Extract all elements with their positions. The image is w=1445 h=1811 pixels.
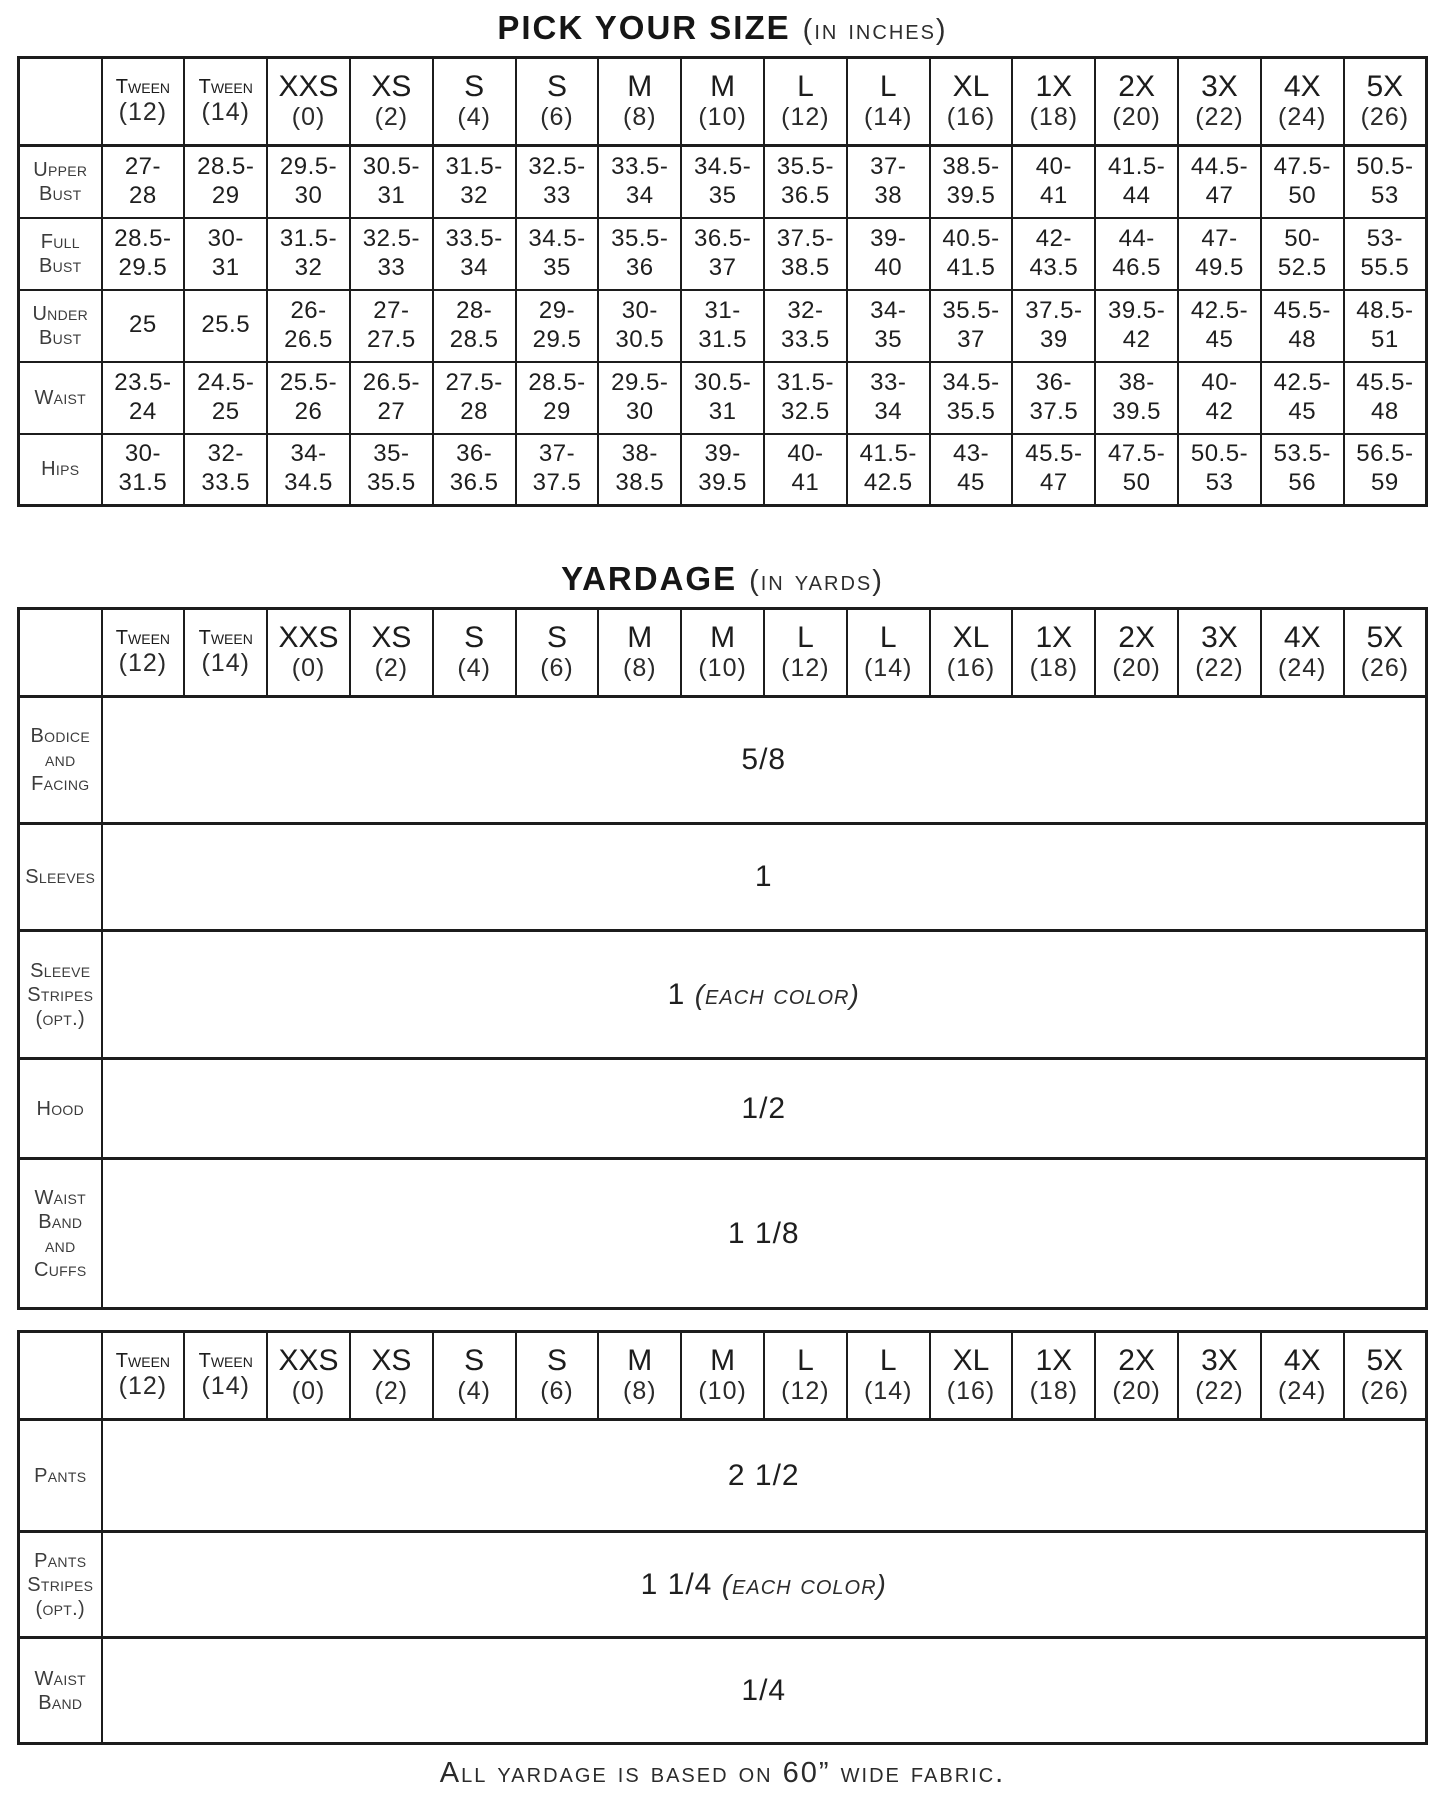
size-column-label: 5X — [1366, 70, 1404, 104]
yardage-row — [19, 1638, 1427, 1744]
size-column-number: (14) — [863, 102, 913, 131]
size-column-header — [1012, 58, 1095, 146]
measurement-cell: 28.5- 29 — [184, 146, 267, 218]
size-column-number: (20) — [1112, 1376, 1161, 1405]
size-column-header — [350, 58, 433, 146]
measurement-cell: 32.5- 33 — [350, 218, 433, 290]
measurement-cell: 47- 49.5 — [1178, 218, 1261, 290]
size-column-label: M — [710, 1344, 736, 1378]
size-chart-title-unit: (in inches) — [802, 14, 948, 46]
measurement-cell: 35- 35.5 — [350, 434, 433, 506]
measurement-cell: 33.5- 34 — [433, 218, 516, 290]
size-column-header — [847, 1332, 930, 1420]
size-column-label: 1X — [1035, 70, 1073, 104]
size-column-label: M — [627, 1344, 653, 1378]
size-column-header — [1178, 1332, 1261, 1420]
size-column-header — [184, 1332, 267, 1420]
measurement-cell: 33- 34 — [847, 362, 930, 434]
size-column-label: 3X — [1201, 621, 1238, 655]
size-column-number: (24) — [1278, 1376, 1327, 1405]
size-column-label: Tween — [198, 1349, 253, 1372]
measurement-cell: 40- 41 — [1012, 146, 1095, 218]
yardage-row — [19, 824, 1427, 931]
measurement-cell: 30.5- 31 — [350, 146, 433, 218]
measurement-cell: 44.5- 47 — [1178, 146, 1261, 218]
size-column-number: (16) — [946, 102, 996, 131]
size-column-number: (4) — [457, 102, 491, 131]
yardage-value: 5/8 — [741, 743, 787, 776]
size-column-label: L — [797, 1344, 814, 1378]
measurement-cell: 56.5- 59 — [1344, 434, 1427, 506]
measurement-cell: 41.5- 44 — [1095, 146, 1178, 218]
row-label: Waist Band — [19, 1638, 102, 1744]
measurement-cell: 37- 38 — [847, 146, 930, 218]
size-column-number: (8) — [623, 102, 657, 131]
size-column-header — [1012, 609, 1095, 697]
size-column-label: 2X — [1118, 70, 1155, 104]
measurement-cell: 41.5- 42.5 — [847, 434, 930, 506]
size-chart-table-body — [19, 58, 1427, 506]
measurement-cell: 30- 31.5 — [102, 434, 185, 506]
measurement-cell: 32.5- 33 — [516, 146, 599, 218]
size-column-number: (12) — [781, 1376, 830, 1405]
size-column-label: Tween — [115, 75, 171, 98]
yardage-value: 1 1/8 — [727, 1216, 800, 1250]
size-column-header — [516, 609, 599, 697]
size-column-label: XS — [371, 621, 412, 655]
size-column-number: (26) — [1360, 1376, 1410, 1405]
size-column-header — [598, 609, 681, 697]
size-column-number: (12) — [118, 648, 168, 677]
size-column-label: XXS — [278, 621, 339, 655]
measurement-cell: 45.5- 48 — [1344, 362, 1427, 434]
size-column-number: (4) — [457, 1376, 491, 1405]
size-column-label: 3X — [1201, 1344, 1238, 1378]
measurement-cell: 34- 35 — [847, 290, 930, 362]
size-column-label: S — [546, 1344, 567, 1378]
measurement-cell: 39- 40 — [847, 218, 930, 290]
size-column-header — [764, 609, 847, 697]
row-label: Hips — [19, 434, 102, 506]
size-column-header — [764, 1332, 847, 1420]
measurement-cell: 31.5- 32.5 — [764, 362, 847, 434]
size-column-number: (24) — [1278, 653, 1327, 682]
size-column-label: 1X — [1035, 1344, 1073, 1378]
yardage-value: 1 1/4 — [640, 1567, 713, 1601]
size-column-label: S — [464, 70, 485, 104]
size-column-header — [516, 1332, 599, 1420]
size-column-number: (26) — [1360, 653, 1410, 682]
size-column-number: (22) — [1195, 102, 1244, 131]
size-column-number: (8) — [623, 1376, 657, 1405]
size-column-header — [1261, 58, 1344, 146]
size-column-number: (18) — [1029, 102, 1079, 131]
measurement-cell: 48.5- 51 — [1344, 290, 1427, 362]
measurement-cell: 28- 28.5 — [433, 290, 516, 362]
size-column-label: 4X — [1283, 621, 1321, 655]
measurement-cell: 36.5- 37 — [681, 218, 764, 290]
size-column-number: (0) — [291, 653, 326, 682]
row-label: Hood — [19, 1059, 102, 1159]
size-column-header — [1178, 609, 1261, 697]
size-column-label: XXS — [278, 70, 339, 104]
measurement-cell: 30- 31 — [184, 218, 267, 290]
size-column-label: 2X — [1118, 621, 1155, 655]
measurement-cell: 37.5- 38.5 — [764, 218, 847, 290]
row-label: Waist — [19, 362, 102, 434]
size-column-number: (18) — [1029, 653, 1079, 682]
size-column-header — [1012, 1332, 1095, 1420]
yardage-note: (each color) — [694, 978, 860, 1010]
yardage-value: 1/2 — [741, 1091, 787, 1125]
size-column-label: XS — [371, 70, 412, 104]
measurement-cell: 25.5- 26 — [267, 362, 350, 434]
measurement-cell: 53.5- 56 — [1261, 434, 1344, 506]
row-label: Full Bust — [19, 218, 102, 290]
size-column-header — [1344, 58, 1427, 146]
size-column-label: M — [627, 621, 653, 655]
measurement-cell: 37.5- 39 — [1012, 290, 1095, 362]
size-column-header — [1344, 609, 1427, 697]
measurement-cell: 42.5- 45 — [1261, 362, 1344, 434]
size-column-header — [433, 58, 516, 146]
size-column-header — [681, 609, 764, 697]
yardage-value-cell — [102, 931, 1427, 1059]
size-column-label: L — [879, 70, 897, 104]
yardage-value-cell — [102, 1059, 1427, 1159]
size-column-label: Tween — [115, 626, 171, 649]
size-column-label: M — [710, 70, 736, 104]
yardage-table-body — [19, 609, 1427, 1309]
measurement-cell: 38- 38.5 — [598, 434, 681, 506]
size-column-label: L — [797, 621, 814, 655]
size-column-header — [1261, 1332, 1344, 1420]
measurement-cell: 28.5- 29 — [516, 362, 599, 434]
section-gap — [17, 1310, 1428, 1330]
size-column-label: 4X — [1283, 1344, 1321, 1378]
corner-cell — [19, 58, 102, 146]
size-column-number: (14) — [201, 1371, 250, 1400]
measurement-row — [19, 146, 1427, 218]
size-column-label: S — [546, 621, 567, 655]
size-column-label: 4X — [1283, 70, 1321, 104]
size-column-header — [102, 1332, 185, 1420]
measurement-cell: 27- 28 — [102, 146, 185, 218]
measurement-cell: 50.5- 53 — [1178, 434, 1261, 506]
size-column-label: XL — [952, 621, 990, 655]
section-gap — [17, 507, 1428, 559]
corner-cell — [19, 1332, 102, 1420]
size-column-label: L — [879, 1344, 897, 1378]
measurement-cell: 38.5- 39.5 — [930, 146, 1013, 218]
size-column-header — [1178, 58, 1261, 146]
measurement-cell: 24.5- 25 — [184, 362, 267, 434]
size-column-header — [930, 1332, 1013, 1420]
size-column-header — [1095, 609, 1178, 697]
size-column-label: XS — [371, 1344, 412, 1378]
size-column-number: (22) — [1195, 653, 1244, 682]
measurement-cell: 47.5- 50 — [1261, 146, 1344, 218]
size-column-header — [1095, 1332, 1178, 1420]
size-header-row — [19, 609, 1427, 697]
measurement-cell: 35.5- 37 — [930, 290, 1013, 362]
size-column-number: (0) — [291, 102, 326, 131]
size-column-number: (26) — [1360, 102, 1410, 131]
size-column-number: (12) — [118, 97, 168, 126]
measurement-cell: 29.5- 30 — [267, 146, 350, 218]
size-column-number: (14) — [201, 648, 250, 677]
measurement-row — [19, 362, 1427, 434]
yardage-note: (each color) — [721, 1568, 887, 1600]
size-column-number: (16) — [946, 1376, 996, 1405]
measurement-cell: 37- 37.5 — [516, 434, 599, 506]
size-column-header — [184, 58, 267, 146]
yardage-value-cell — [102, 1532, 1427, 1638]
size-chart-title-text: PICK YOUR SIZE — [497, 9, 791, 46]
size-header-row — [19, 58, 1427, 146]
measurement-cell: 45.5- 47 — [1012, 434, 1095, 506]
size-column-label: Tween — [198, 626, 253, 649]
pants-yardage-table-body — [19, 1332, 1427, 1744]
yardage-value-cell — [102, 1159, 1427, 1309]
measurement-cell: 40.5- 41.5 — [930, 218, 1013, 290]
measurement-cell: 36- 36.5 — [433, 434, 516, 506]
row-label: Waist Band and Cuffs — [19, 1159, 102, 1309]
size-column-number: (6) — [540, 102, 574, 131]
measurement-cell: 26- 26.5 — [267, 290, 350, 362]
measurement-cell: 47.5- 50 — [1095, 434, 1178, 506]
measurement-cell: 39.5- 42 — [1095, 290, 1178, 362]
size-column-header — [764, 58, 847, 146]
size-column-number: (12) — [781, 653, 830, 682]
yardage-row — [19, 1159, 1427, 1309]
size-column-number: (6) — [540, 1376, 574, 1405]
size-column-header — [102, 609, 185, 697]
size-column-number: (10) — [698, 102, 747, 131]
size-column-header — [681, 1332, 764, 1420]
measurement-cell: 34.5- 35 — [681, 146, 764, 218]
corner-cell — [19, 609, 102, 697]
size-column-header — [598, 1332, 681, 1420]
measurement-cell: 26.5- 27 — [350, 362, 433, 434]
size-column-number: (2) — [374, 1376, 409, 1405]
measurement-cell: 43- 45 — [930, 434, 1013, 506]
size-column-number: (20) — [1112, 102, 1161, 131]
yardage-row — [19, 1059, 1427, 1159]
yardage-row — [19, 697, 1427, 824]
size-column-label: Tween — [115, 1349, 171, 1372]
measurement-cell: 29.5- 30 — [598, 362, 681, 434]
yardage-value: 2 1/2 — [727, 1458, 800, 1492]
size-column-number: (6) — [540, 653, 574, 682]
size-column-label: 5X — [1366, 621, 1404, 655]
size-column-label: S — [546, 70, 567, 104]
size-column-header — [847, 58, 930, 146]
size-column-label: 2X — [1118, 1344, 1155, 1378]
yardage-row — [19, 931, 1427, 1059]
measurement-cell: 50- 52.5 — [1261, 218, 1344, 290]
size-column-number: (10) — [698, 1376, 747, 1405]
size-column-label: S — [464, 1344, 485, 1378]
yardage-value-cell — [102, 824, 1427, 931]
measurement-cell: 27- 27.5 — [350, 290, 433, 362]
size-column-number: (2) — [374, 102, 409, 131]
pants-yardage-table — [17, 1330, 1428, 1745]
yardage-value-cell — [102, 1420, 1427, 1532]
size-column-header — [1095, 58, 1178, 146]
size-column-number: (0) — [291, 1376, 326, 1405]
size-column-label: M — [710, 621, 736, 655]
measurement-cell: 25 — [102, 290, 185, 362]
yardage-value-cell — [102, 697, 1427, 824]
measurement-cell: 25.5 — [184, 290, 267, 362]
size-column-label: S — [464, 621, 485, 655]
size-chart-table — [17, 56, 1428, 507]
size-column-label: 5X — [1366, 1344, 1404, 1378]
size-column-number: (24) — [1278, 102, 1327, 131]
size-column-number: (20) — [1112, 653, 1161, 682]
size-column-header — [847, 609, 930, 697]
measurement-cell: 30.5- 31 — [681, 362, 764, 434]
measurement-cell: 40- 42 — [1178, 362, 1261, 434]
size-header-row — [19, 1332, 1427, 1420]
measurement-cell: 36- 37.5 — [1012, 362, 1095, 434]
size-column-header — [184, 609, 267, 697]
size-column-number: (12) — [118, 1371, 168, 1400]
measurement-row — [19, 290, 1427, 362]
measurement-cell: 27.5- 28 — [433, 362, 516, 434]
size-chart-title — [17, 8, 1428, 48]
measurement-cell: 39- 39.5 — [681, 434, 764, 506]
size-column-number: (2) — [374, 653, 409, 682]
size-column-number: (14) — [201, 97, 250, 126]
measurement-cell: 34.5- 35.5 — [930, 362, 1013, 434]
measurement-cell: 42- 43.5 — [1012, 218, 1095, 290]
measurement-cell: 30- 30.5 — [598, 290, 681, 362]
size-column-label: L — [879, 621, 897, 655]
row-label: Pants Stripes (opt.) — [19, 1532, 102, 1638]
measurement-cell: 44- 46.5 — [1095, 218, 1178, 290]
size-column-header — [267, 609, 350, 697]
size-column-number: (14) — [863, 1376, 913, 1405]
size-column-label: XL — [952, 70, 990, 104]
measurement-cell: 45.5- 48 — [1261, 290, 1344, 362]
size-column-number: (10) — [698, 653, 747, 682]
measurement-row — [19, 218, 1427, 290]
size-column-number: (8) — [623, 653, 657, 682]
size-column-label: XL — [952, 1344, 990, 1378]
measurement-cell: 53- 55.5 — [1344, 218, 1427, 290]
size-column-number: (18) — [1029, 1376, 1079, 1405]
size-column-header — [433, 1332, 516, 1420]
size-column-header — [1261, 609, 1344, 697]
size-column-label: Tween — [198, 75, 253, 98]
measurement-cell: 31- 31.5 — [681, 290, 764, 362]
measurement-cell: 35.5- 36.5 — [764, 146, 847, 218]
yardage-chart-title-unit: (in yards) — [749, 565, 884, 597]
row-label: Sleeve Stripes (opt.) — [19, 931, 102, 1059]
size-column-header — [598, 58, 681, 146]
row-label: Bodice and Facing — [19, 697, 102, 824]
size-column-label: XXS — [278, 1344, 339, 1378]
measurement-row — [19, 434, 1427, 506]
size-column-label: M — [627, 70, 653, 104]
size-column-number: (12) — [781, 102, 830, 131]
measurement-cell: 34- 34.5 — [267, 434, 350, 506]
size-column-header — [267, 58, 350, 146]
size-column-number: (16) — [946, 653, 996, 682]
size-column-header — [516, 58, 599, 146]
yardage-table — [17, 607, 1428, 1310]
yardage-chart-title-text: YARDAGE — [561, 560, 738, 597]
row-label: Pants — [19, 1420, 102, 1532]
measurement-cell: 32- 33.5 — [764, 290, 847, 362]
size-column-header — [1344, 1332, 1427, 1420]
yardage-row — [19, 1532, 1427, 1638]
measurement-cell: 42.5- 45 — [1178, 290, 1261, 362]
yardage-row — [19, 1420, 1427, 1532]
row-label: Under Bust — [19, 290, 102, 362]
measurement-cell: 33.5- 34 — [598, 146, 681, 218]
measurement-cell: 34.5- 35 — [516, 218, 599, 290]
size-column-label: 1X — [1035, 621, 1073, 655]
size-column-label: L — [797, 70, 814, 104]
size-column-number: (22) — [1195, 1376, 1244, 1405]
size-column-header — [267, 1332, 350, 1420]
measurement-cell: 28.5- 29.5 — [102, 218, 185, 290]
row-label: Sleeves — [19, 824, 102, 931]
footer-note: All yardage is based on 60” wide fabric. — [439, 1757, 1006, 1789]
measurement-cell: 31.5- 32 — [267, 218, 350, 290]
size-column-header — [350, 1332, 433, 1420]
size-column-header — [350, 609, 433, 697]
size-column-number: (14) — [863, 653, 913, 682]
yardage-value-cell — [102, 1638, 1427, 1744]
measurement-cell: 29- 29.5 — [516, 290, 599, 362]
row-label: Upper Bust — [19, 146, 102, 218]
measurement-cell: 31.5- 32 — [433, 146, 516, 218]
size-column-header — [102, 58, 185, 146]
size-column-header — [681, 58, 764, 146]
size-column-header — [930, 58, 1013, 146]
measurement-cell: 32- 33.5 — [184, 434, 267, 506]
yardage-value: 1/4 — [741, 1673, 787, 1707]
size-column-number: (4) — [457, 653, 491, 682]
measurement-cell: 23.5- 24 — [102, 362, 185, 434]
measurement-cell: 40- 41 — [764, 434, 847, 506]
yardage-value: 1 — [754, 860, 773, 893]
measurement-cell: 50.5- 53 — [1344, 146, 1427, 218]
size-column-header — [433, 609, 516, 697]
size-column-label: 3X — [1201, 70, 1238, 104]
yardage-value: 1 — [667, 977, 686, 1011]
measurement-cell: 38- 39.5 — [1095, 362, 1178, 434]
size-column-header — [930, 609, 1013, 697]
measurement-cell: 35.5- 36 — [598, 218, 681, 290]
yardage-chart-title — [17, 559, 1428, 599]
